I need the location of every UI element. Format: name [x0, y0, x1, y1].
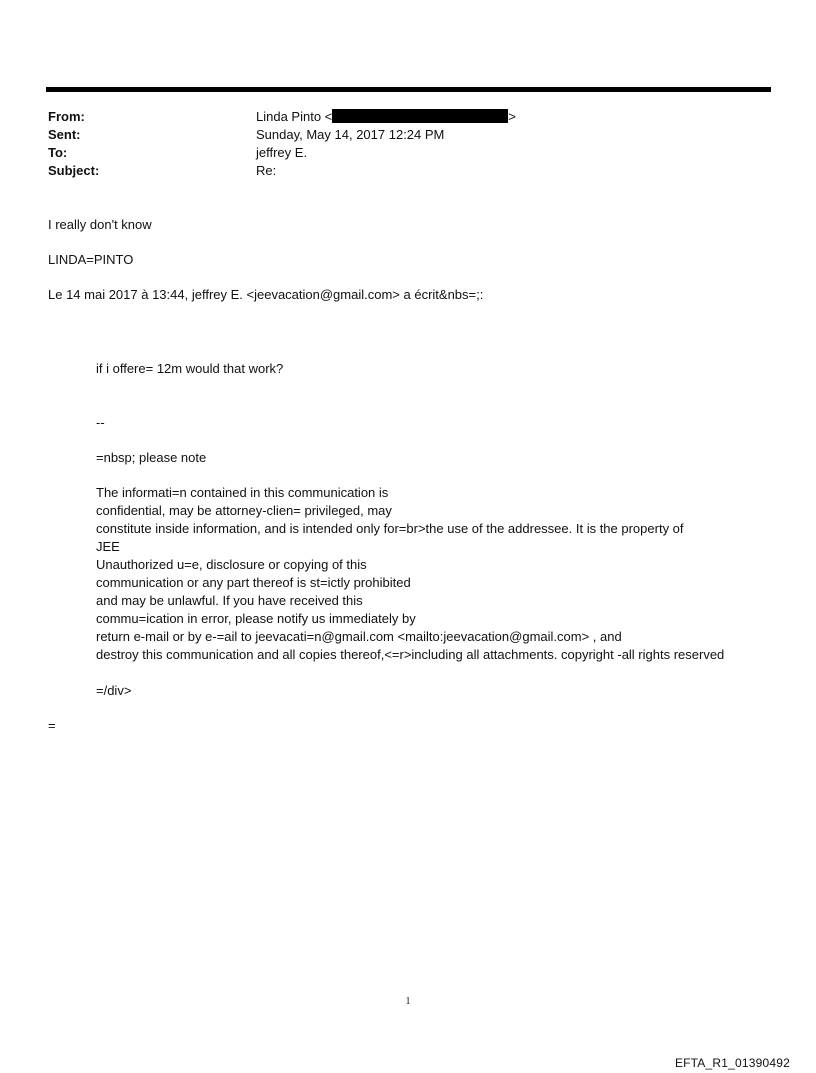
sent-row: [48, 126, 768, 144]
from-name: Linda Pinto <: [256, 109, 333, 124]
please-note: =nbsp; please note: [96, 450, 207, 465]
disclaimer-line: JEE: [96, 539, 120, 554]
header-divider: [46, 87, 771, 92]
signature-separator: --: [96, 415, 105, 430]
page-number: 1: [405, 996, 411, 1007]
disclaimer-line: commu=ication in error, please notify us immediately by: [96, 611, 416, 626]
from-value: [256, 108, 516, 126]
closing-div: =/div>: [96, 683, 132, 698]
from-value-end: >: [508, 109, 516, 124]
document-id: EFTA_R1_01390492: [674, 1056, 790, 1070]
subject-value: Re:: [256, 163, 277, 178]
from-label: From:: [48, 109, 85, 124]
redaction-block: [332, 109, 508, 123]
to-row: [48, 144, 768, 162]
subject-label: Subject:: [48, 163, 100, 178]
disclaimer-line: The informati=n contained in this communication is: [96, 485, 389, 500]
disclaimer-line: constitute inside information, and is intended only for=br>the use of the addressee. It is the property of: [96, 521, 684, 536]
disclaimer-line: destroy this communication and all copies thereof,<=r>including all attachments. copyright -all rights reserved: [96, 647, 725, 662]
disclaimer-line: and may be unlawful. If you have received this: [96, 593, 363, 608]
from-row: [48, 108, 768, 126]
disclaimer-line: confidential, may be attorney-clien= privileged, may: [96, 503, 392, 518]
disclaimer-line: Unauthorized u=e, disclosure or copying of this: [96, 557, 367, 572]
trailing-marker: =: [48, 718, 56, 733]
signature: LINDA=PINTO: [48, 252, 134, 267]
to-value: jeffrey E.: [256, 145, 308, 160]
subject-row: [48, 162, 768, 180]
disclaimer-line: return e-mail or by e-=ail to jeevacati=n@gmail.com <mailto:jeevacation@gmail.com> , and: [96, 629, 622, 644]
disclaimer: [96, 484, 776, 664]
disclaimer-line: communication or any part thereof is st=ictly prohibited: [96, 575, 411, 590]
quote-intro: Le 14 mai 2017 à 13:44, jeffrey E. <jeevacation@gmail.com> a écrit&nbs=;:: [48, 287, 484, 302]
to-label: To:: [48, 145, 68, 160]
quoted-message: if i offere= 12m would that work?: [96, 361, 284, 376]
email-header: [48, 108, 768, 180]
sent-label: Sent:: [48, 127, 81, 142]
sent-value: Sunday, May 14, 2017 12:24 PM: [256, 127, 445, 142]
reply-text: I really don't know: [48, 217, 152, 232]
